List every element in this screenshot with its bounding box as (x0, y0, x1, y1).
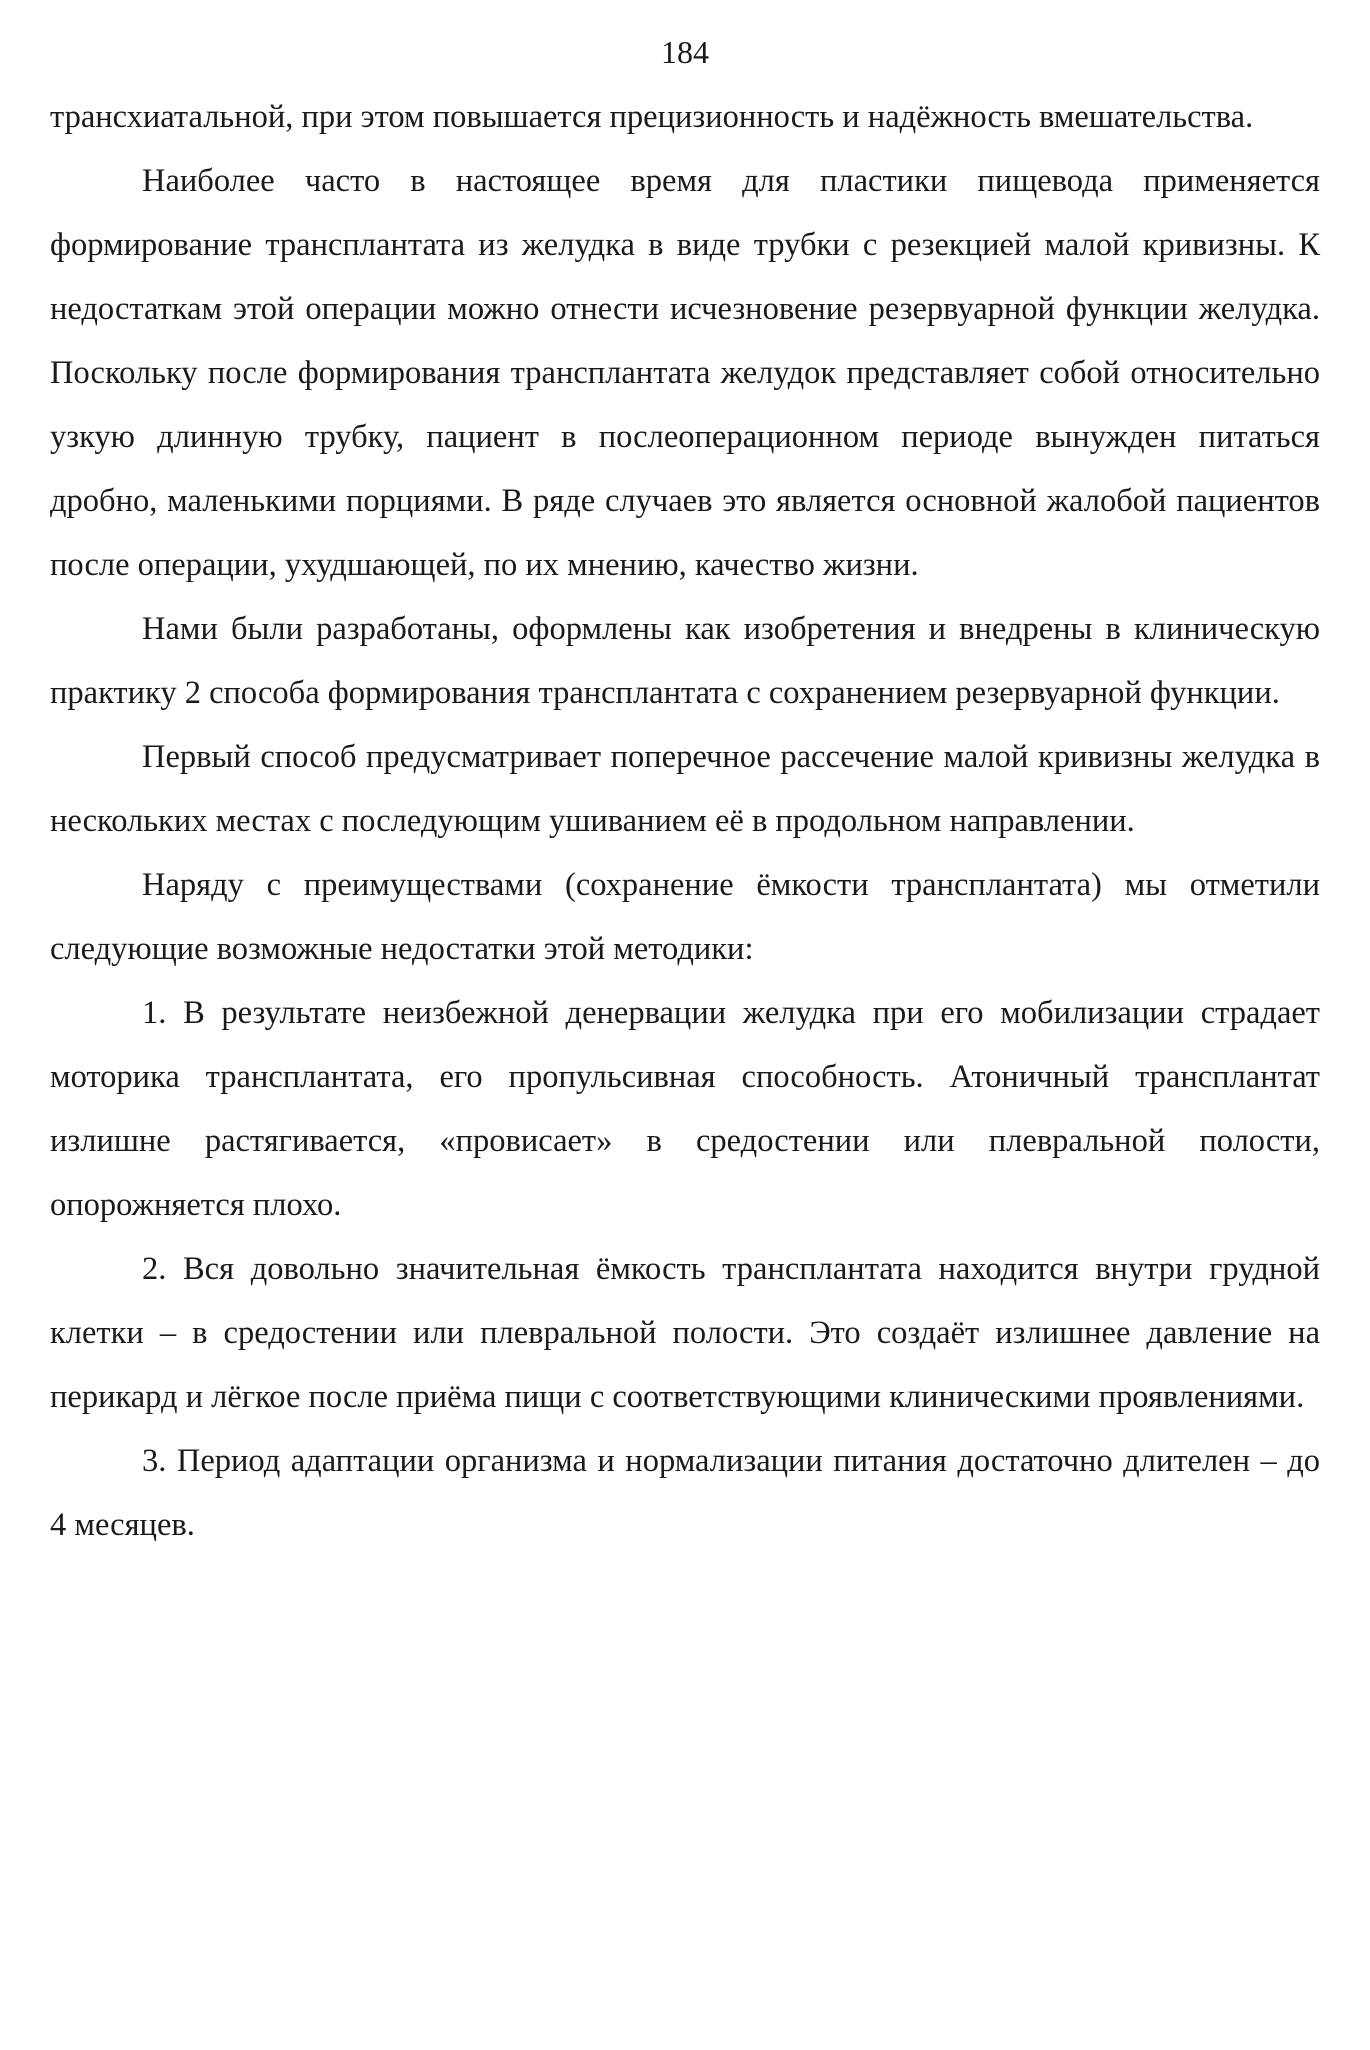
page-number: 184 (661, 34, 709, 70)
paragraph-continuation: трансхиатальной, при этом повышается прецизионность и надёжность вмешательства. (50, 99, 1254, 135)
text-body (50, 85, 1320, 1557)
paragraph-drawbacks-intro: Наряду с преимуществами (сохранение ёмкости трансплантата) мы отметили следующие возможные недостатки этой методики: (50, 867, 1320, 967)
paragraph-first-method: Первый способ предусматривает поперечное рассечение малой кривизны желудка в нескольких местах с последующим ушиванием её в продольном направлении. (50, 739, 1320, 839)
list-item-drawback-2: 2. Вся довольно значительная ёмкость трансплантата находится внутри грудной клетки – в средостении или плевральной полости. Это создаёт излишнее давление на перикард и лёгкое после приёма пищи с соответствующими клиническими проявлениями. (50, 1251, 1320, 1415)
paragraph-gastric-tube: Наиболее часто в настоящее время для пластики пищевода применяется формирование трансплантата из желудка в виде трубки с резекцией малой кривизны. К недостаткам этой операции можно отнести исчезновение резервуарной функции желудка. Поскольку после формирования трансплантата желудок представляет собой относительно узкую длинную трубку, пациент в послеоперационном периоде вынужден питаться дробно, маленькими порциями. В ряде случаев это является основной жалобой пациентов после операции, ухудшающей, по их мнению, качество жизни. (50, 163, 1320, 583)
list-item-drawback-1: 1. В результате неизбежной денервации желудка при его мобилизации страдает моторика трансплантата, его пропульсивная способность. Атоничный трансплантат излишне растягивается, «провисает» в средостении или плевральной полости, опорожняется плохо. (50, 995, 1320, 1223)
list-item-drawback-3: 3. Период адаптации организма и нормализации питания достаточно длителен – до 4 месяцев. (50, 1443, 1320, 1543)
paragraph-methods-developed: Нами были разработаны, оформлены как изобретения и внедрены в клиническую практику 2 способа формирования трансплантата с сохранением резервуарной функции. (50, 611, 1320, 711)
